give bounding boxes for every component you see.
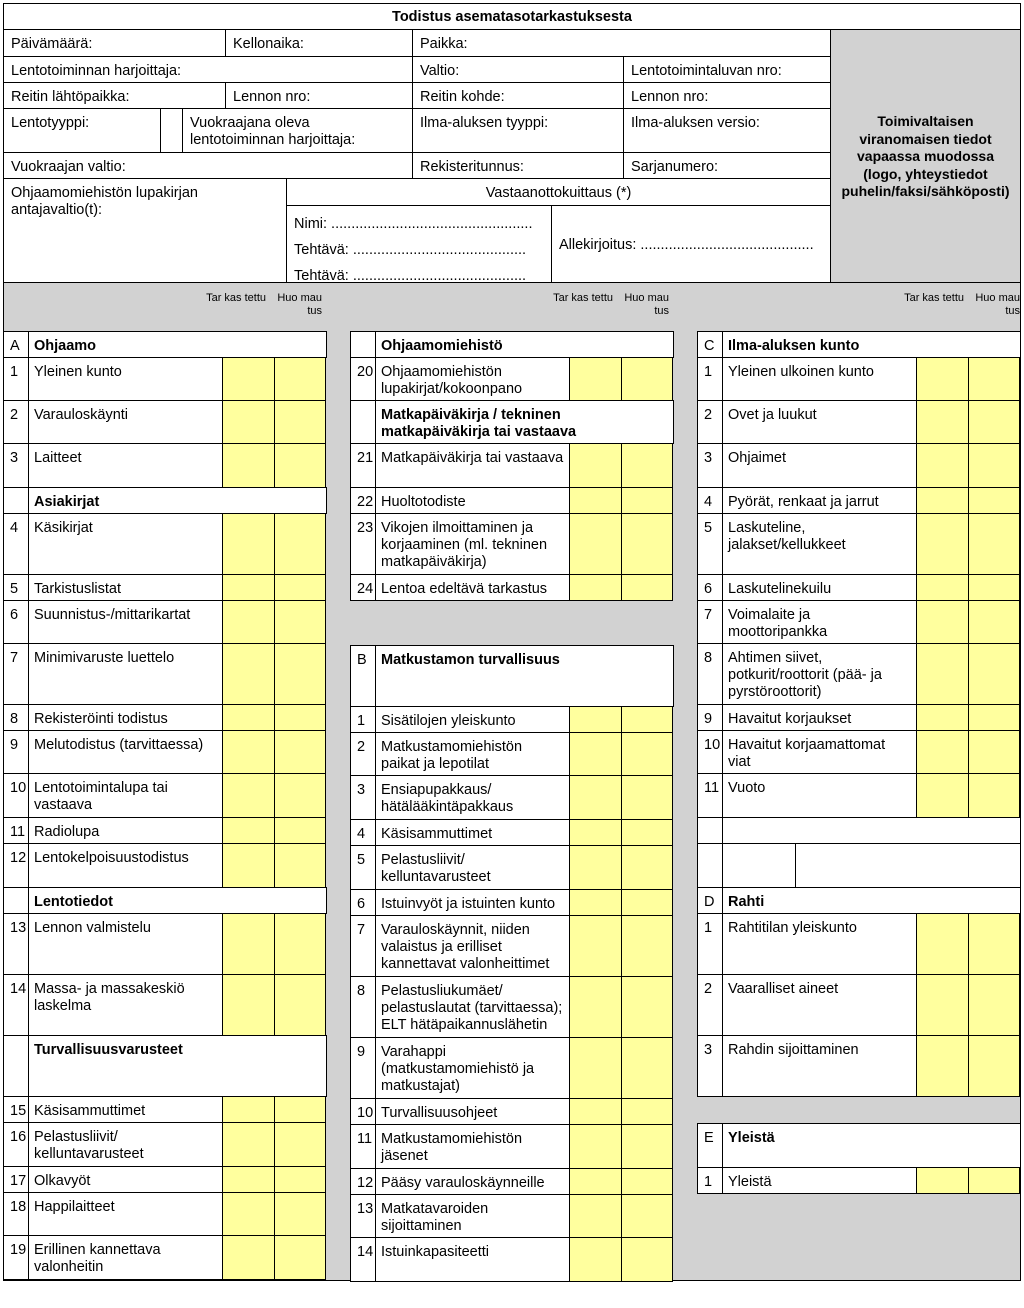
checklist-item-label: Laskuteline, jalakset/kellukkeet xyxy=(722,513,917,575)
checklist-item-label: Lentokelpoisuustodistus xyxy=(28,843,223,888)
remarks-header: Huo mau tus xyxy=(624,292,669,317)
checklist-item-label: Pelastusliukumäet/ pelastuslautat (tarvittaessa); ELT hätäpaikannuslähetin xyxy=(375,976,570,1038)
remarks-checkbox[interactable] xyxy=(621,1237,673,1282)
item-number: 10 xyxy=(3,773,29,818)
date-field[interactable]: Päivämäärä: xyxy=(3,29,226,57)
checklist-item-label: Vuoto xyxy=(722,773,917,818)
route-to-field[interactable]: Reitin kohde: xyxy=(412,82,624,109)
checked-checkbox[interactable] xyxy=(222,574,275,601)
remarks-checkbox[interactable] xyxy=(621,976,673,1038)
item-number: 1 xyxy=(697,357,723,401)
blank-cell xyxy=(722,817,1021,844)
checked-checkbox[interactable] xyxy=(222,1235,275,1280)
item-number: 1 xyxy=(697,913,723,975)
remarks-checkbox[interactable] xyxy=(621,574,673,601)
checklist-item-label: Happilaitteet xyxy=(28,1192,223,1236)
checklist-item-label: Varauloskäynti xyxy=(28,400,223,444)
checked-checkbox[interactable] xyxy=(222,1166,275,1193)
item-number: 13 xyxy=(350,1194,376,1238)
checked-checkbox[interactable] xyxy=(569,1237,622,1282)
remarks-checkbox[interactable] xyxy=(968,704,1020,731)
checked-checkbox[interactable] xyxy=(916,643,969,705)
item-number: D xyxy=(697,887,723,914)
checklist-item-label: Rahtitilan yleiskunto xyxy=(722,913,917,975)
section-heading: Ohjaamomiehistö xyxy=(375,331,674,358)
item-number: 1 xyxy=(350,706,376,733)
checked-checkbox[interactable] xyxy=(916,730,969,774)
item-number: 9 xyxy=(3,730,29,774)
blank-number-cell xyxy=(697,817,723,844)
aircraft-version-field[interactable]: Ilma-aluksen versio: xyxy=(623,108,831,153)
checked-header: Tar kas tettu xyxy=(206,292,266,304)
checked-checkbox[interactable] xyxy=(569,706,622,733)
remarks-checkbox[interactable] xyxy=(621,1098,673,1125)
item-number: 3 xyxy=(697,443,723,488)
remarks-checkbox[interactable] xyxy=(274,574,326,601)
checked-checkbox[interactable] xyxy=(222,600,275,644)
checked-checkbox[interactable] xyxy=(222,843,275,888)
section-heading: Matkapäiväkirja / tekninen matkapäiväkirja tai vastaava xyxy=(375,400,674,444)
remarks-checkbox[interactable] xyxy=(968,574,1020,601)
receipt-heading: Vastaanottokuittaus (*) xyxy=(286,178,831,206)
receipt-name-field[interactable]: Nimi: .................................................. xyxy=(294,216,533,232)
flight-number-field-2[interactable]: Lennon nro: xyxy=(623,82,831,109)
item-number: 7 xyxy=(350,915,376,977)
item-number: 6 xyxy=(3,600,29,644)
item-number: 3 xyxy=(697,1035,723,1097)
item-number: 14 xyxy=(350,1237,376,1282)
checked-checkbox[interactable] xyxy=(916,400,969,444)
item-number xyxy=(350,331,376,358)
remarks-checkbox[interactable] xyxy=(968,643,1020,705)
checked-checkbox[interactable] xyxy=(916,357,969,401)
checked-checkbox[interactable] xyxy=(222,730,275,774)
checked-checkbox[interactable] xyxy=(569,889,622,916)
checklist-item-label: Pyörät, renkaat ja jarrut xyxy=(722,487,917,514)
remarks-checkbox[interactable] xyxy=(274,357,326,401)
checklist-item-label: Matkustamomiehistön paikat ja lepotilat xyxy=(375,732,570,776)
checked-checkbox[interactable] xyxy=(222,974,275,1036)
checked-checkbox[interactable] xyxy=(916,443,969,488)
item-number: 8 xyxy=(350,976,376,1038)
checked-checkbox[interactable] xyxy=(569,976,622,1038)
remarks-checkbox[interactable] xyxy=(621,1124,673,1169)
checklist-item-label: Lentotoimintalupa tai vastaava xyxy=(28,773,223,818)
section-heading: Lentotiedot xyxy=(28,887,327,914)
remarks-checkbox[interactable] xyxy=(968,913,1020,975)
form-title: Todistus asematasotarkastuksesta xyxy=(3,3,1021,30)
checklist-item-label: Varahappi (matkustamomiehistö ja matkustajat) xyxy=(375,1037,570,1099)
serial-number-field[interactable]: Sarjanumero: xyxy=(623,152,831,179)
checked-checkbox[interactable] xyxy=(569,845,622,890)
checked-checkbox[interactable] xyxy=(569,775,622,820)
registration-field[interactable]: Rekisteritunnus: xyxy=(412,152,624,179)
remarks-checkbox[interactable] xyxy=(274,730,326,774)
blank-number-cell xyxy=(697,843,723,888)
checklist-item-label: Havaitut korjaamattomat viat xyxy=(722,730,917,774)
checked-checkbox[interactable] xyxy=(222,1192,275,1236)
checklist-item-label: Ohjaamomiehistön lupakirjat/kokoonpano xyxy=(375,357,570,401)
remarks-checkbox[interactable] xyxy=(968,487,1020,514)
checked-checkbox[interactable] xyxy=(222,1096,275,1123)
checklist-item-label: Yleistä xyxy=(722,1167,917,1194)
checklist-item-label: Sisätilojen yleiskunto xyxy=(375,706,570,733)
item-number xyxy=(3,487,29,514)
remarks-checkbox[interactable] xyxy=(621,819,673,846)
remarks-checkbox[interactable] xyxy=(274,913,326,975)
item-number: 10 xyxy=(697,730,723,774)
checklist-item-label: Ovet ja luukut xyxy=(722,400,917,444)
remarks-checkbox[interactable] xyxy=(621,706,673,733)
remarks-checkbox[interactable] xyxy=(274,843,326,888)
checklist-item-label: Rekisteröinti todistus xyxy=(28,704,223,731)
checked-checkbox[interactable] xyxy=(569,1124,622,1169)
item-number: 22 xyxy=(350,487,376,514)
checked-checkbox[interactable] xyxy=(916,1035,969,1097)
checklist-item-label: Massa- ja massakeskiö laskelma xyxy=(28,974,223,1036)
item-number: 7 xyxy=(3,643,29,705)
remarks-checkbox[interactable] xyxy=(621,889,673,916)
remarks-checkbox[interactable] xyxy=(621,357,673,401)
item-number xyxy=(3,1035,29,1097)
item-number: 24 xyxy=(350,574,376,601)
checked-checkbox[interactable] xyxy=(569,1037,622,1099)
checked-checkbox[interactable] xyxy=(916,913,969,975)
remarks-checkbox[interactable] xyxy=(274,1122,326,1167)
remarks-checkbox[interactable] xyxy=(274,974,326,1036)
item-number: 2 xyxy=(697,400,723,444)
item-number: 7 xyxy=(697,600,723,644)
section-heading: Asiakirjat xyxy=(28,487,327,514)
time-field[interactable]: Kellonaika: xyxy=(225,29,413,57)
checklist-item-label: Huoltotodiste xyxy=(375,487,570,514)
remarks-checkbox[interactable] xyxy=(621,775,673,820)
checked-checkbox[interactable] xyxy=(569,1098,622,1125)
item-number: 19 xyxy=(3,1235,29,1280)
section-heading: Rahti xyxy=(722,887,1021,914)
checked-checkbox[interactable] xyxy=(916,974,969,1036)
checklist-item-label: Rahdin sijoittaminen xyxy=(722,1035,917,1097)
item-number: 10 xyxy=(350,1098,376,1125)
state-field[interactable]: Valtio: xyxy=(412,56,624,83)
checklist-item-label: Matkapäiväkirja tai vastaava xyxy=(375,443,570,488)
checked-checkbox[interactable] xyxy=(222,817,275,844)
checked-checkbox[interactable] xyxy=(222,513,275,575)
checklist-item-label: Varauloskäynnit, niiden valaistus ja erilliset kannettavat valonheittimet xyxy=(375,915,570,977)
checklist-item-label: Vaaralliset aineet xyxy=(722,974,917,1036)
checklist-item-label: Ensiapupakkaus/ hätälääkintäpakkaus xyxy=(375,775,570,820)
checked-checkbox[interactable] xyxy=(222,357,275,401)
checked-checkbox[interactable] xyxy=(569,357,622,401)
checked-checkbox[interactable] xyxy=(569,487,622,514)
checklist-item-label: Yleinen kunto xyxy=(28,357,223,401)
remarks-checkbox[interactable] xyxy=(274,643,326,705)
item-number: 9 xyxy=(350,1037,376,1099)
checklist-item-label: Pääsy varauloskäynneille xyxy=(375,1168,570,1195)
checklist-item-label: Melutodistus (tarvittaessa) xyxy=(28,730,223,774)
checklist-item-label: Ohjaimet xyxy=(722,443,917,488)
remarks-checkbox[interactable] xyxy=(968,1035,1020,1097)
checked-checkbox[interactable] xyxy=(569,1168,622,1195)
receipt-role-field-1[interactable]: Tehtävä: ........................................... xyxy=(294,242,527,258)
remarks-checkbox[interactable] xyxy=(968,773,1020,818)
checked-header: Tar kas tettu xyxy=(553,292,613,304)
item-number: 23 xyxy=(350,513,376,575)
item-number: 2 xyxy=(3,400,29,444)
remarks-checkbox[interactable] xyxy=(274,400,326,444)
remarks-checkbox[interactable] xyxy=(274,600,326,644)
checklist-item-label: Istuinvyöt ja istuinten kunto xyxy=(375,889,570,916)
checked-checkbox[interactable] xyxy=(916,487,969,514)
remarks-checkbox[interactable] xyxy=(274,1096,326,1123)
checklist-item-label: Vikojen ilmoittaminen ja korjaaminen (ml. tekninen matkapäiväkirja) xyxy=(375,513,570,575)
checked-checkbox[interactable] xyxy=(222,913,275,975)
item-number: A xyxy=(3,331,29,358)
item-number: E xyxy=(697,1123,723,1168)
item-number: 3 xyxy=(3,443,29,488)
checked-checkbox[interactable] xyxy=(569,574,622,601)
remarks-checkbox[interactable] xyxy=(274,513,326,575)
section-heading: Matkustamon turvallisuus xyxy=(375,645,674,707)
checked-checkbox[interactable] xyxy=(916,513,969,575)
checked-checkbox[interactable] xyxy=(222,443,275,488)
item-number: 15 xyxy=(3,1096,29,1123)
checked-checkbox[interactable] xyxy=(916,600,969,644)
checklist-item-label: Istuinkapasiteetti xyxy=(375,1237,570,1282)
remarks-checkbox[interactable] xyxy=(621,443,673,488)
item-number xyxy=(3,887,29,914)
checked-checkbox[interactable] xyxy=(916,704,969,731)
item-number: 14 xyxy=(3,974,29,1036)
receipt-role-field-2[interactable]: Tehtävä: ........................................... xyxy=(294,268,527,283)
item-number: 2 xyxy=(697,974,723,1036)
checked-checkbox[interactable] xyxy=(569,1194,622,1238)
remarks-checkbox[interactable] xyxy=(968,357,1020,401)
remarks-checkbox[interactable] xyxy=(968,730,1020,774)
checklist-item-label: Minimivaruste luettelo xyxy=(28,643,223,705)
route-from-field[interactable]: Reitin lähtöpaikka: xyxy=(3,82,226,109)
checklist-item-label: Lennon valmistelu xyxy=(28,913,223,975)
checklist-item-label: Käsikirjat xyxy=(28,513,223,575)
remarks-checkbox[interactable] xyxy=(274,817,326,844)
checklist-item-label: Laitteet xyxy=(28,443,223,488)
item-number: B xyxy=(350,645,376,707)
item-number: 5 xyxy=(350,845,376,890)
aoc-number-field[interactable]: Lentotoimintaluvan nro: xyxy=(623,56,831,83)
checked-checkbox[interactable] xyxy=(916,574,969,601)
checklist-item-label: Olkavyöt xyxy=(28,1166,223,1193)
item-number: 1 xyxy=(3,357,29,401)
crew-licence-state-field[interactable]: Ohjaamomiehistön lupakirjan antajavaltio(t): xyxy=(3,178,287,283)
remarks-checkbox[interactable] xyxy=(621,487,673,514)
remarks-checkbox[interactable] xyxy=(274,704,326,731)
section-heading: Yleistä xyxy=(722,1123,1021,1168)
section-heading: Ilma-aluksen kunto xyxy=(722,331,1021,358)
item-number: 16 xyxy=(3,1122,29,1167)
place-field[interactable]: Paikka: xyxy=(412,29,831,57)
checklist-item-label: Erillinen kannettava valonheitin xyxy=(28,1235,223,1280)
item-number: 21 xyxy=(350,443,376,488)
remarks-checkbox[interactable] xyxy=(621,732,673,776)
blank-cell xyxy=(722,843,796,888)
flight-type-box[interactable] xyxy=(160,108,183,153)
checklist-item-label: Matkatavaroiden sijoittaminen xyxy=(375,1194,570,1238)
remarks-checkbox[interactable] xyxy=(274,1192,326,1236)
checked-checkbox[interactable] xyxy=(222,1122,275,1167)
section-heading: Ohjaamo xyxy=(28,331,327,358)
checklist-item-label: Suunnistus-/mittarikartat xyxy=(28,600,223,644)
checklist-item-label: Käsisammuttimet xyxy=(28,1096,223,1123)
item-number: 9 xyxy=(697,704,723,731)
remarks-checkbox[interactable] xyxy=(621,513,673,575)
checklist-item-label: Matkustamomiehistön jäsenet xyxy=(375,1124,570,1169)
remarks-checkbox[interactable] xyxy=(621,915,673,977)
remarks-checkbox[interactable] xyxy=(274,1235,326,1280)
item-number: 6 xyxy=(350,889,376,916)
checklist-item-label: Käsisammuttimet xyxy=(375,819,570,846)
checked-header: Tar kas tettu xyxy=(904,292,964,304)
item-number: 3 xyxy=(350,775,376,820)
remarks-checkbox[interactable] xyxy=(968,600,1020,644)
checked-checkbox[interactable] xyxy=(569,915,622,977)
checked-checkbox[interactable] xyxy=(569,513,622,575)
item-number: 11 xyxy=(3,817,29,844)
lessee-operator-field[interactable]: Vuokraajana oleva lentotoiminnan harjoittaja: xyxy=(182,108,413,153)
remarks-checkbox[interactable] xyxy=(621,845,673,890)
item-number: 4 xyxy=(3,513,29,575)
item-number: 17 xyxy=(3,1166,29,1193)
item-number: 4 xyxy=(350,819,376,846)
checklist-item-label: Laskutelinekuilu xyxy=(722,574,917,601)
item-number: 13 xyxy=(3,913,29,975)
checklist-item-label: Ahtimen siivet, potkurit/roottorit (pää- ja pyrstöroottorit) xyxy=(722,643,917,705)
item-number: 20 xyxy=(350,357,376,401)
item-number: 12 xyxy=(3,843,29,888)
remarks-checkbox[interactable] xyxy=(274,1166,326,1193)
checked-checkbox[interactable] xyxy=(222,773,275,818)
checked-checkbox[interactable] xyxy=(222,643,275,705)
lessor-state-field[interactable]: Vuokraajan valtio: xyxy=(3,152,413,179)
remarks-checkbox[interactable] xyxy=(274,773,326,818)
item-number: 5 xyxy=(697,513,723,575)
section-heading: Turvallisuusvarusteet xyxy=(28,1035,327,1097)
remarks-checkbox[interactable] xyxy=(968,443,1020,488)
remarks-checkbox[interactable] xyxy=(274,443,326,488)
checklist-item-label: Voimalaite ja moottoripankka xyxy=(722,600,917,644)
remarks-checkbox[interactable] xyxy=(621,1194,673,1238)
checked-checkbox[interactable] xyxy=(916,1167,969,1194)
item-number: 18 xyxy=(3,1192,29,1236)
checklist-item-label: Turvallisuusohjeet xyxy=(375,1098,570,1125)
checklist-item-label: Yleinen ulkoinen kunto xyxy=(722,357,917,401)
item-number: 2 xyxy=(350,732,376,776)
flight-number-field[interactable]: Lennon nro: xyxy=(225,82,413,109)
checked-checkbox[interactable] xyxy=(569,443,622,488)
remarks-checkbox[interactable] xyxy=(968,513,1020,575)
checklist-item-label: Tarkistuslistat xyxy=(28,574,223,601)
item-number: 5 xyxy=(3,574,29,601)
item-number: 11 xyxy=(350,1124,376,1169)
checked-checkbox[interactable] xyxy=(569,732,622,776)
checked-checkbox[interactable] xyxy=(569,819,622,846)
remarks-checkbox[interactable] xyxy=(621,1168,673,1195)
flight-type-field[interactable]: Lentotyyppi: xyxy=(3,108,161,153)
item-number xyxy=(350,400,376,444)
receipt-name-box xyxy=(286,205,552,283)
item-number: 4 xyxy=(697,487,723,514)
checklist-item-label: Lentoa edeltävä tarkastus xyxy=(375,574,570,601)
item-number: 12 xyxy=(350,1168,376,1195)
aircraft-type-field[interactable]: Ilma-aluksen tyyppi: xyxy=(412,108,624,153)
remarks-checkbox[interactable] xyxy=(621,1037,673,1099)
signature-field[interactable]: Allekirjoitus: ........................................... xyxy=(551,205,831,283)
remarks-header: Huo mau tus xyxy=(975,292,1020,317)
item-number: 6 xyxy=(697,574,723,601)
item-number: 11 xyxy=(697,773,723,818)
checklist-item-label: Pelastusliivit/ kelluntavarusteet xyxy=(375,845,570,890)
remarks-checkbox[interactable] xyxy=(968,1167,1020,1194)
checked-checkbox[interactable] xyxy=(916,773,969,818)
remarks-checkbox[interactable] xyxy=(968,974,1020,1036)
authority-info-box: Toimivaltaisen viranomaisen tiedot vapaassa muodossa (logo, yhteystiedot puhelin/faksi/sähköposti) xyxy=(830,29,1021,283)
item-number: 8 xyxy=(3,704,29,731)
checked-checkbox[interactable] xyxy=(222,704,275,731)
remarks-header: Huo mau tus xyxy=(277,292,322,317)
checklist-item-label: Pelastusliivit/ kelluntavarusteet xyxy=(28,1122,223,1167)
item-number: 1 xyxy=(697,1167,723,1194)
checked-checkbox[interactable] xyxy=(222,400,275,444)
checklist-item-label: Radiolupa xyxy=(28,817,223,844)
item-number: 8 xyxy=(697,643,723,705)
remarks-checkbox[interactable] xyxy=(968,400,1020,444)
blank-cell xyxy=(795,843,1021,888)
item-number: C xyxy=(697,331,723,358)
checklist-item-label: Havaitut korjaukset xyxy=(722,704,917,731)
operator-field[interactable]: Lentotoiminnan harjoittaja: xyxy=(3,56,413,83)
